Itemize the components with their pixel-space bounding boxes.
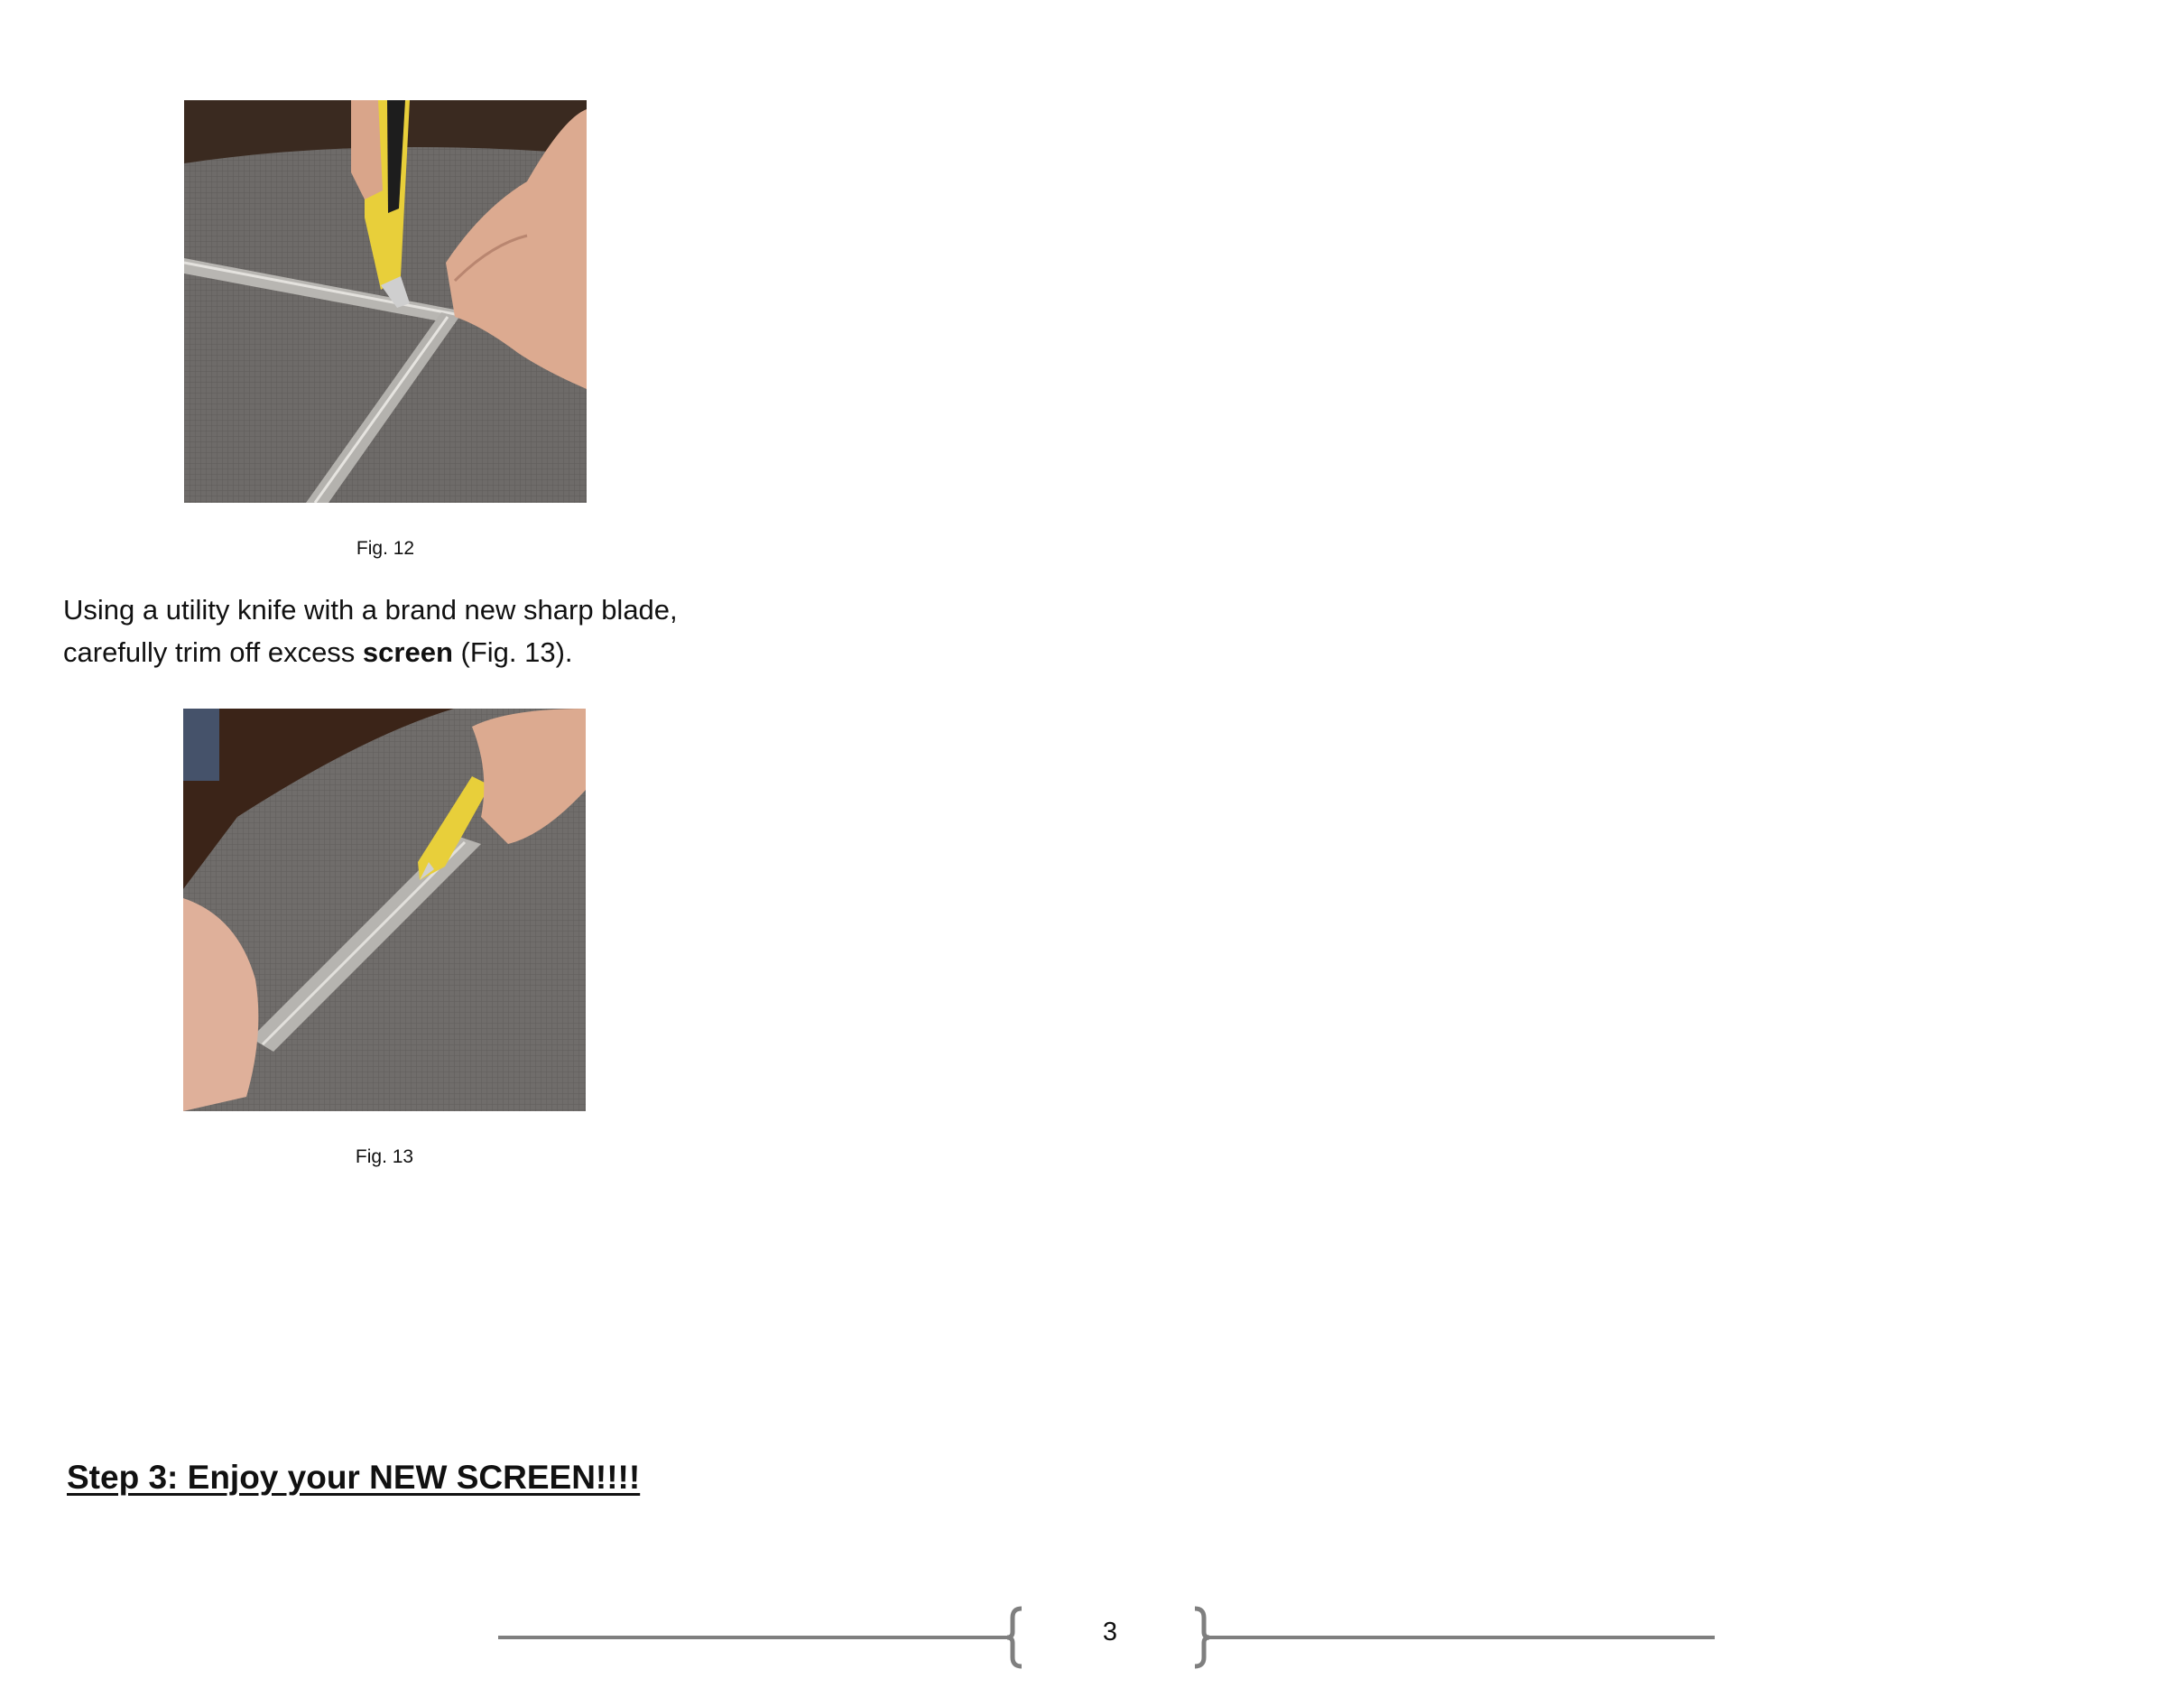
figure-13-caption: Fig. 13 xyxy=(355,1146,414,1167)
footer-rule-right xyxy=(1209,1636,1715,1639)
figure-13-image xyxy=(183,709,586,1111)
figure-12-caption: Fig. 12 xyxy=(356,538,415,559)
instruction-text: Using a utility knife with a brand new sharp blade, carefully trim off excess xyxy=(63,594,678,668)
step-3-heading: Step 3: Enjoy your NEW SCREEN!!!! xyxy=(67,1459,641,1496)
instruction-bold-term: screen xyxy=(362,636,453,668)
instruction-paragraph xyxy=(63,589,749,673)
footer-rule-left xyxy=(498,1636,1008,1639)
page-number: 3 xyxy=(1102,1618,1118,1646)
instruction-figure-ref: (Fig. 13). xyxy=(452,636,573,668)
left-bracket-icon xyxy=(1002,1605,1027,1670)
figure-12-image xyxy=(184,100,587,503)
